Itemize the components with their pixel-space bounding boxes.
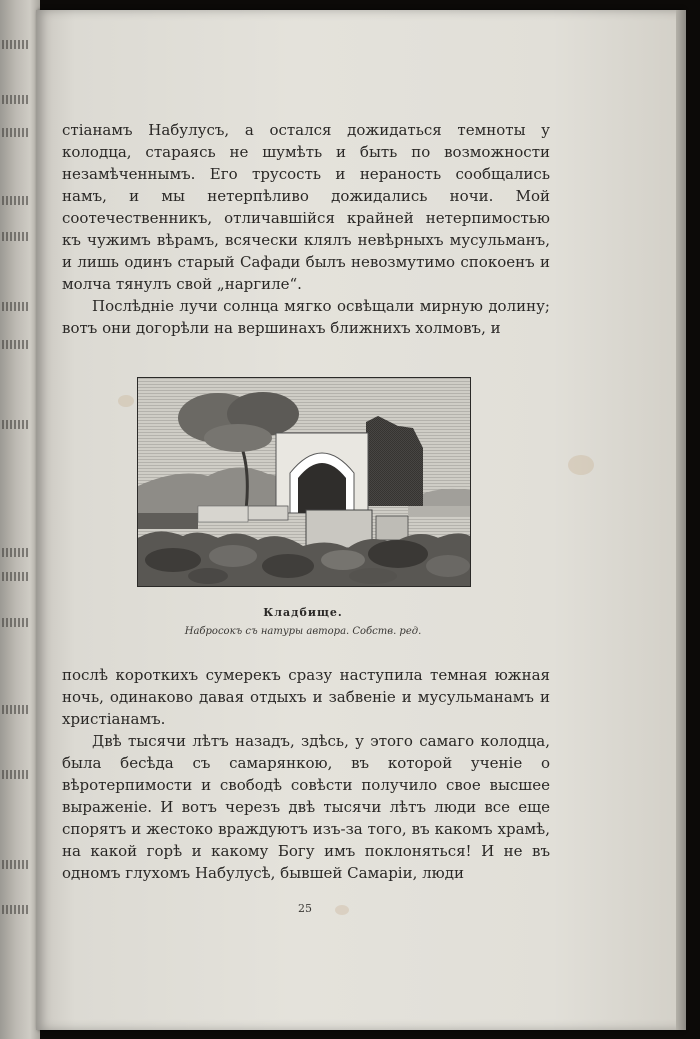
paper-stain <box>335 905 349 915</box>
text-fragment <box>2 705 28 714</box>
text-bottom <box>62 664 550 884</box>
text-fragment <box>2 40 28 49</box>
paragraph: Двѣ тысячи лѣтъ назадъ, здѣсь, у этого самаго колодца, была бесѣда съ самарянкою, въ которой ученіе о вѣротерпимости и свободѣ совѣсти получило свое высшее выраженіе. И вотъ черезъ двѣ тысячи лѣтъ люди все еще спорятъ и жестоко враждуютъ изъ-за того, въ какомъ храмѣ, на какой горѣ и какому Богу имъ поклоняться! И не въ одномъ глухомъ Набулусѣ, бывшей Самаріи, люди <box>62 732 550 882</box>
text-fragment <box>2 420 28 429</box>
text-fragment <box>2 196 28 205</box>
text-fragment <box>2 572 28 581</box>
text-fragment <box>2 770 28 779</box>
text-fragment <box>2 340 28 349</box>
text-fragment <box>2 905 28 914</box>
paragraph: послѣ короткихъ сумерекъ сразу наступила темная южная ночь, одинаково давая отдыхъ и забвеніе и мусульманамъ и христіанамъ. <box>62 666 550 728</box>
text-fragment <box>2 618 28 627</box>
page-number: 25 <box>298 902 312 915</box>
text-fragment <box>2 128 28 137</box>
text-fragment <box>2 232 28 241</box>
cemetery-illustration <box>137 377 471 587</box>
text-fragment <box>2 95 28 104</box>
paragraph: Послѣдніе лучи солнца мягко освѣщали мирную долину; вотъ они догорѣли на вершинахъ ближнихъ холмовъ, и <box>62 297 550 337</box>
text-top <box>62 119 550 339</box>
paragraph: стіанамъ Набулусъ, а остался дожидаться темноты у колодца, стараясь не шумѣть и быть по возможности незамѣченнымъ. Его трусость и нераность сообщались намъ, и мы нетерпѣливо дожидались ночи. Мой соотечественникъ, отличавшійся крайней нетерпимостью къ чужимъ вѣрамъ, всячески клялъ невѣрныхъ мусульманъ, и лишь одинъ старый Сафади былъ невозмутимо спокоенъ и молча тянулъ свой „наргиле“. <box>62 121 550 293</box>
figure-title: Кладбище. <box>263 606 343 619</box>
text-fragment <box>2 548 28 557</box>
previous-page-edge <box>0 0 40 1039</box>
paper-stain <box>568 455 594 475</box>
text-fragment <box>2 302 28 311</box>
cemetery-drawing <box>138 378 470 586</box>
paper-stain <box>118 395 134 407</box>
page-right-edge <box>676 10 686 1030</box>
figure-subtitle: Набросокъ съ натуры автора. Собств. ред. <box>184 626 422 637</box>
text-fragment <box>2 860 28 869</box>
